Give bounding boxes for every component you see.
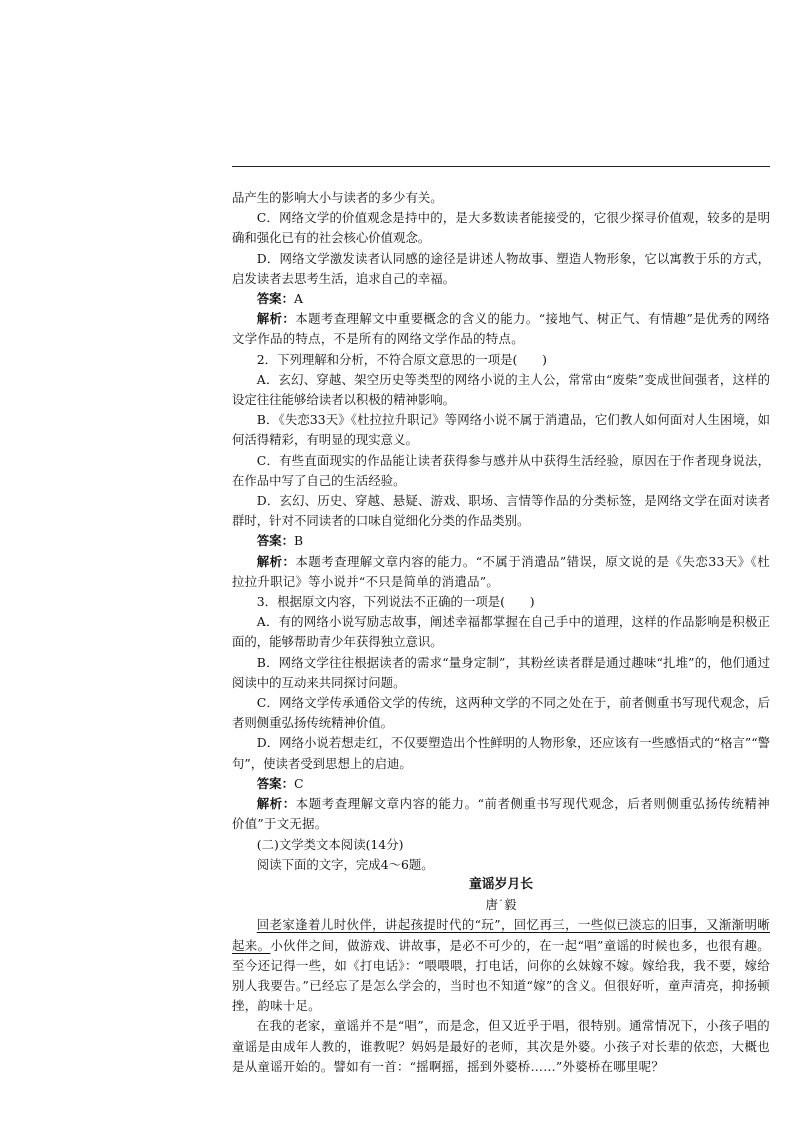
q3-option-a: A．有的网络小说写励志故事，阐述幸福都掌握在自己手中的道理，这样的作品影响是积极正面的，能够帮助青少年获得独立意识。 — [232, 614, 770, 650]
analysis-3 — [232, 794, 770, 834]
answer-value: A — [293, 291, 303, 307]
header-rule — [232, 166, 770, 167]
article-title: 童谣岁月长 — [469, 876, 533, 892]
analysis-label: 解析： — [256, 311, 296, 327]
q2-option-c: C．有些直面现实的作品能让读者获得参与感并从中获得生活经验，原因在于作者现身说法，在作品中写了自己的生活经验。 — [232, 452, 770, 488]
section-heading: (二)文学类文本阅读(14分) — [256, 836, 404, 852]
option-d: D．网络文学激发读者认同感的途径是讲述人物故事、塑造人物形象，它以寓教于乐的方式，启发读者去思考生活，追求自己的幸福。 — [232, 250, 770, 286]
analysis-2 — [232, 552, 770, 592]
q3-option-d: D．网络小说若想走红，不仅要塑造出个性鲜明的人物形象，还应该有一些感悟式的“格言”“警句”，使读者受到思想上的启迪。 — [232, 735, 770, 771]
answer-value: B — [293, 533, 304, 549]
question-3: 3．根据原文内容，下列说法不正确的一项是( ) — [256, 594, 535, 610]
answer-3 — [232, 774, 770, 794]
article-author: 唐˙毅 — [485, 897, 517, 913]
answer-label: 答案： — [256, 533, 294, 549]
q3-option-c: C．网络文学传承通俗文学的传统，这两种文学的不同之处在于，前者侧重书写现代观念，后者则侧重弘扬传统精神价值。 — [232, 695, 770, 731]
answer-label: 答案： — [256, 291, 294, 307]
analysis-1 — [232, 309, 770, 349]
continued-line: 品产生的影响大小与读者的多少有关。 — [232, 190, 443, 205]
paragraph-text: 小伙伴之间，做游戏、讲故事，是必不可少的，在一起“唱”童谣的时候也多，也很有趣。至今还记得一些，如《打电话》：“喂喂喂，打电话，问你的幺妹嫁不嫁。嫁给我，我不要，嫁给别人我要告。”已经忘了是怎么学会的，当时也不知道“嫁”的含义。但很好听，童声清亮，抑扬顿挫，韵味十足。 — [232, 937, 770, 1014]
article-paragraph-1 — [232, 915, 770, 1016]
answer-value: C — [293, 775, 304, 791]
q3-option-b: B．网络文学往往根据读者的需求“量身定制”，其粉丝读者群是通过趣味“扎堆”的，他们通过阅读中的互动来共同探讨问题。 — [232, 654, 770, 690]
answer-1 — [232, 289, 770, 309]
q2-option-d: D．玄幻、历史、穿越、悬疑、游戏、职场、言情等作品的分类标签，是网络文学在面对读者群时，针对不同读者的口味自觉细化分类的作品类别。 — [232, 493, 770, 529]
document-body — [232, 188, 770, 1077]
analysis-text: 本题考查理解文章内容的能力。“前者侧重书写现代观念，后者则侧重弘扬传统精神价值”于文无据。 — [232, 796, 770, 832]
question-2: 2．下列理解和分析，不符合原文意思的一项是( ) — [256, 351, 547, 367]
option-c: C．网络文学的价值观念是持中的，是大多数读者能接受的，它很少探寻价值观，较多的是明确和强化已有的社会核心价值观念。 — [232, 210, 770, 246]
underlined-sentence: 回老家逢着儿时伙伴，讲起孩提时代的“玩”，回忆再三，一些似已淡忘的旧事，又渐渐明晰起来。 — [232, 917, 770, 953]
analysis-label: 解析： — [256, 796, 296, 812]
q2-option-a: A．玄幻、穿越、架空历史等类型的网络小说的主人公，常常由“废柴”变成世间强者，这样的设定往往能够给读者以积极的精神影响。 — [232, 371, 770, 408]
q2-option-b: B．《失恋33天》《杜拉拉升职记》等网络小说不属于消遣品，它们教人如何面对人生困境，如何活得精彩，有明显的现实意义。 — [232, 412, 770, 448]
analysis-text: 本题考查理解文章内容的能力。“不属于消遣品”错误，原文说的是《失恋33天》《杜拉拉升职记》等小说并“不只是简单的消遣品”。 — [232, 553, 770, 589]
analysis-text: 本题考查理解文中重要概念的含义的能力。“接地气、树正气、有情趣”是优秀的网络文学作品的特点，不是所有的网络文学作品的特点。 — [232, 311, 770, 347]
analysis-label: 解析： — [256, 553, 296, 569]
article-paragraph-2: 在我的老家，童谣并不是“唱”，而是念，但又近乎于唱，很特别。通常情况下，小孩子唱的童谣是由成年人教的，谁教呢？妈妈是最好的老师，其次是外婆。小孩子对长辈的依恋，大概也是从童谣开始的。譬如有一首：“摇啊摇，摇到外婆桥……”外婆桥在哪里呢？ — [232, 1018, 770, 1074]
section-instruction: 阅读下面的文字，完成4～6题。 — [256, 856, 434, 872]
answer-label: 答案： — [256, 775, 294, 791]
answer-2 — [232, 531, 770, 551]
